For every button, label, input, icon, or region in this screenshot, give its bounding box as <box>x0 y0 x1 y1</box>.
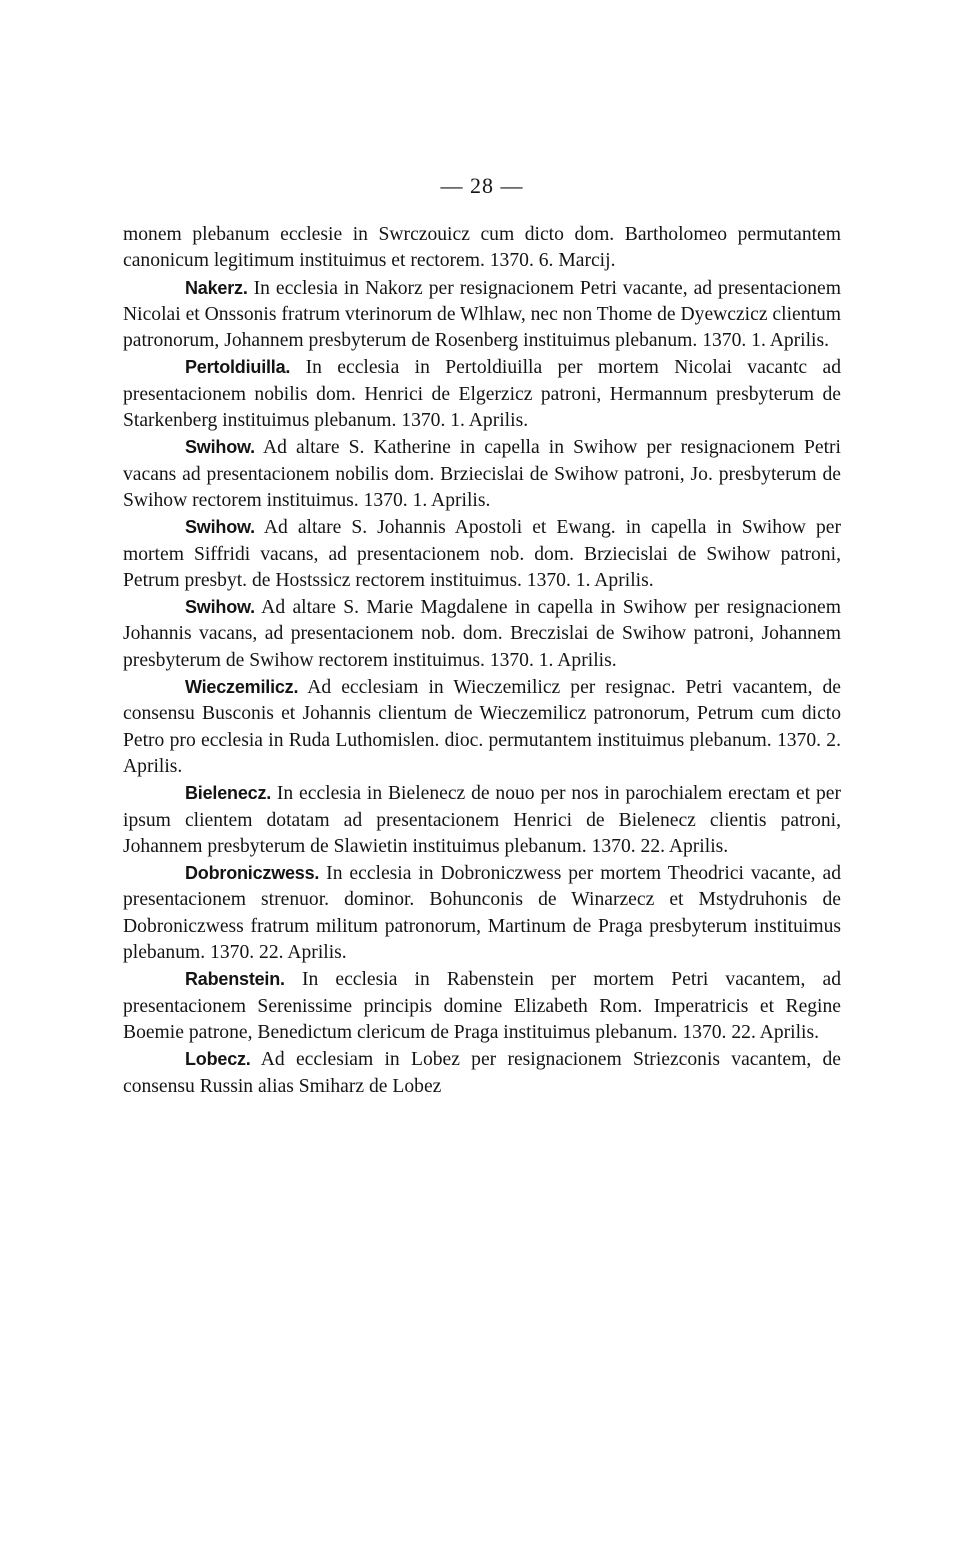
entry-text: Ad ecclesiam in Lobez per resignacionem Striezconis vacantem, de consensu Russin alias Smiharz de Lobez <box>123 1049 841 1097</box>
entry-swihow-johannis <box>123 514 841 594</box>
place-name: Dobroniczwess. <box>185 863 320 884</box>
place-name: Pertoldiuilla. <box>185 357 291 378</box>
document-page <box>123 172 841 1100</box>
entry-swihow-marie <box>123 594 841 674</box>
page-number: — 28 — <box>440 173 524 198</box>
entry-pertoldiuilla <box>123 354 841 434</box>
entry-text: Ad ecclesiam in Wieczemilicz per resignac. Petri vacantem, de consensu Busconis et Johannis clientum de Wieczemilicz patronorum, Petrum cum dicto Petro pro ecclesia in Ruda Luthomislen. dioc. permutantem instituimus plebanum. 1370. 2. Aprilis. <box>123 677 841 777</box>
place-name: Nakerz. <box>185 277 248 298</box>
entry-text: Ad altare S. Marie Magdalene in capella in Swihow per resignacionem Johannis vacans, ad presentacionem nob. dom. Breczislai de Swihow patroni, Johannem presbyterum de Swihow rectorem instituimus. 1370. 1. Aprilis. <box>123 597 841 671</box>
entry-text: In ecclesia in Dobroniczwess per mortem Theodrici vacante, ad presentacionem strenuor. dominor. Bohunconis de Winarzecz et Mstydruhonis de Dobroniczwess fratrum militum patronorum, Martinum de Praga presbyterum instituimus plebanum. 1370. 22. Aprilis. <box>123 863 841 964</box>
entry-text: In ecclesia in Rabenstein per mortem Petri vacantem, ad presentacionem Serenissime principis domine Elizabeth Rom. Imperatricis et Regine Boemie patrone, Benedictum clericum de Praga instituimus plebanum. 1370. 22. Aprilis. <box>123 969 841 1043</box>
entry-continued <box>123 222 841 275</box>
entry-rabenstein <box>123 966 841 1046</box>
place-name: Bielenecz. <box>185 783 272 804</box>
entry-dobroniczwess <box>123 860 841 966</box>
entry-text: Ad altare S. Johannis Apostoli et Ewang. in capella in Swihow per mortem Siffridi vacans, ad presentacionem nob. dom. Brziecislai de Swihow patroni, Petrum presbyt. de Hostssicz rectorem instituimus. 1370. 1. Aprilis. <box>123 517 841 591</box>
entry-text: Ad altare S. Katherine in capella in Swihow per resignacionem Petri vacans ad presentacionem nobilis dom. Brziecislai de Swihow patroni, Jo. presbyterum de Swihow rectorem instituimus. 1370. 1. Aprilis. <box>123 437 841 511</box>
entry-text: In ecclesia in Nakorz per resignacionem Petri vacante, ad presentacionem Nicolai et Onssonis fratrum vterinorum de Wlhlaw, nec non Thome de Dyewczicz clientum patronorum, Johannem presbyterum de Rosenberg instituimus plebanum. 1370. 1. Aprilis. <box>123 277 841 352</box>
entry-text: monem plebanum ecclesie in Swrczouicz cum dicto dom. Bartholomeo permutantem canonicum legitimum instituimus et rectorem. 1370. 6. Marcij. <box>123 224 841 272</box>
place-name: Rabenstein. <box>185 969 285 990</box>
place-name: Swihow. <box>185 517 255 538</box>
entry-text: In ecclesia in Pertoldiuilla per mortem Nicolai vacantc ad presentacionem nobilis dom. Henrici de Elgerzicz patroni, Hermannum presbyterum de Starkenberg instituimus plebanum. 1370. 1. Aprilis. <box>123 357 841 432</box>
entry-nakerz <box>123 275 841 355</box>
place-name: Wieczemilicz. <box>185 677 299 698</box>
entry-wieczemilicz <box>123 674 841 780</box>
entry-bielenecz <box>123 780 841 860</box>
place-name: Swihow. <box>185 437 255 458</box>
page-body <box>123 222 841 1100</box>
place-name: Lobecz. <box>185 1049 251 1070</box>
entry-text: In ecclesia in Bielenecz de nouo per nos in parochialem erectam et per ipsum clientem dotatam ad presentacionem Henrici de Bielenecz clientis patroni, Johannem presbyterum de Slawietin instituimus plebanum. 1370. 22. Aprilis. <box>123 783 841 857</box>
entry-swihow-katherine <box>123 434 841 514</box>
place-name: Swihow. <box>185 597 255 618</box>
entry-lobecz <box>123 1046 841 1100</box>
